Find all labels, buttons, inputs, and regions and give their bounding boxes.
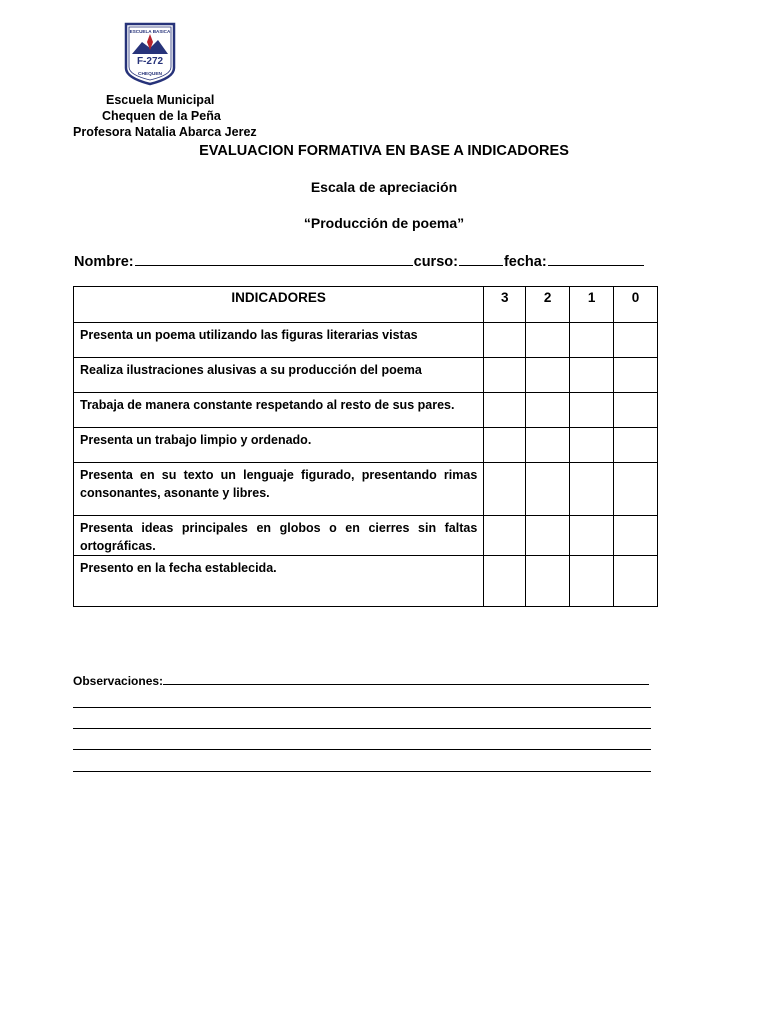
score-cell[interactable] [484, 323, 526, 358]
observations-rule-line[interactable] [73, 728, 651, 729]
score-cell[interactable] [570, 358, 614, 393]
name-field[interactable] [135, 251, 413, 266]
date-field[interactable] [548, 251, 644, 266]
document-title: EVALUACION FORMATIVA EN BASE A INDICADORES [199, 143, 569, 159]
observations-label: Observaciones: [73, 674, 164, 688]
indicator-text: Presento en la fecha establecida. [74, 556, 484, 607]
score-cell[interactable] [614, 323, 658, 358]
table-header-row [74, 287, 658, 323]
indicator-text: Presenta ideas principales en globos o en cierres sin faltas ortográficas. [74, 516, 484, 556]
indicator-text: Presenta un poema utilizando las figuras literarias vistas [74, 323, 484, 358]
date-label: fecha: [503, 254, 547, 270]
course-field[interactable] [459, 251, 503, 266]
indicator-text: Realiza ilustraciones alusivas a su producción del poema [74, 358, 484, 393]
score-cell[interactable] [526, 323, 570, 358]
observations-rule-line[interactable] [73, 707, 651, 708]
school-name: Escuela Municipal [106, 93, 215, 107]
score-cell[interactable] [526, 516, 570, 556]
teacher-name: Profesora Natalia Abarca Jerez [73, 125, 257, 139]
school-crest-logo [124, 22, 176, 86]
score-cell[interactable] [484, 428, 526, 463]
score-cell[interactable] [526, 358, 570, 393]
document-subtitle: Escala de apreciación [310, 179, 458, 195]
table-row [74, 393, 658, 428]
observations-rule-line[interactable] [73, 771, 651, 772]
indicators-header: INDICADORES [74, 287, 484, 323]
score-cell[interactable] [484, 463, 526, 516]
table-row [74, 358, 658, 393]
name-label: Nombre: [74, 254, 134, 270]
score-cell[interactable] [570, 556, 614, 607]
score-header-0: 0 [614, 287, 658, 323]
score-cell[interactable] [484, 556, 526, 607]
score-cell[interactable] [614, 428, 658, 463]
poem-title: “Producción de poema” [303, 215, 465, 231]
score-header-3: 3 [484, 287, 526, 323]
logo-bottom-text: CHEQUEN [138, 72, 162, 77]
score-header-1: 1 [570, 287, 614, 323]
score-header-2: 2 [526, 287, 570, 323]
score-cell[interactable] [526, 393, 570, 428]
score-cell[interactable] [570, 323, 614, 358]
logo-code-text: F-272 [136, 56, 164, 67]
score-cell[interactable] [614, 556, 658, 607]
score-cell[interactable] [614, 358, 658, 393]
table-row [74, 323, 658, 358]
table-row [74, 463, 658, 516]
score-cell[interactable] [484, 516, 526, 556]
table-row [74, 516, 658, 556]
score-cell[interactable] [484, 358, 526, 393]
score-cell[interactable] [614, 516, 658, 556]
indicator-text: Presenta un trabajo limpio y ordenado. [74, 428, 484, 463]
score-cell[interactable] [614, 393, 658, 428]
score-cell[interactable] [570, 393, 614, 428]
student-info-line [74, 251, 645, 270]
score-cell[interactable] [526, 556, 570, 607]
table-row [74, 556, 658, 607]
indicators-table [73, 286, 658, 607]
score-cell[interactable] [570, 428, 614, 463]
indicator-text: Trabaja de manera constante respetando al resto de sus pares. [74, 393, 484, 428]
observations-line [73, 673, 649, 688]
logo-top-text: ESCUELA BASICA [129, 29, 171, 34]
school-place: Chequen de la Peña [102, 109, 221, 123]
observations-field[interactable] [163, 673, 649, 685]
score-cell[interactable] [614, 463, 658, 516]
score-cell[interactable] [570, 463, 614, 516]
score-cell[interactable] [526, 463, 570, 516]
score-cell[interactable] [570, 516, 614, 556]
indicator-text: Presenta en su texto un lenguaje figurado, presentando rimas consonantes, asonante y libres. [74, 463, 484, 516]
observations-rule-line[interactable] [73, 749, 651, 750]
score-cell[interactable] [526, 428, 570, 463]
course-label: curso: [413, 254, 458, 270]
score-cell[interactable] [484, 393, 526, 428]
table-row [74, 428, 658, 463]
